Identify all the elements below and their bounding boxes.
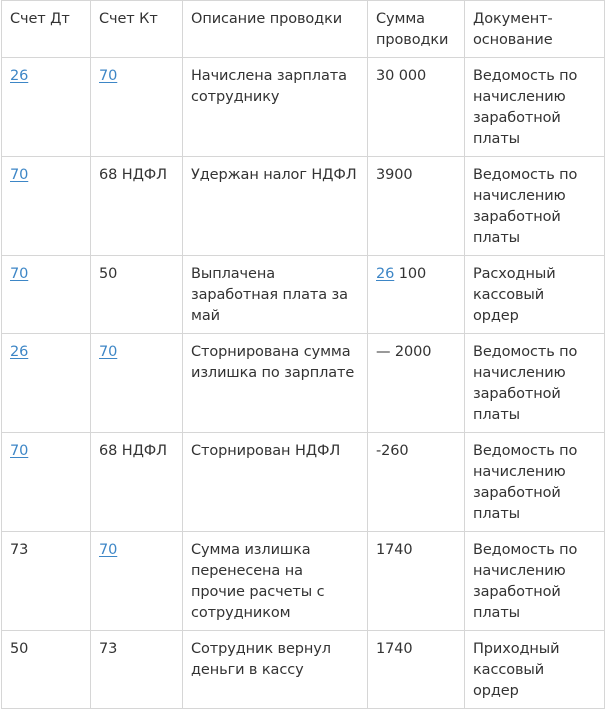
table-row <box>2 256 605 334</box>
credit-account <box>91 334 183 433</box>
source-document: Приходный кассовый ордер <box>465 631 605 709</box>
posting-amount: 1740 <box>368 532 465 631</box>
posting-amount: 3900 <box>368 157 465 256</box>
posting-amount: -260 <box>368 433 465 532</box>
debit-account-link[interactable]: 70 <box>10 167 29 183</box>
header-amount: Сумма проводки <box>368 1 465 58</box>
header-document: Документ-основание <box>465 1 605 58</box>
posting-description: Сторнирована сумма излишка по зарплате <box>183 334 368 433</box>
debit-account <box>2 256 91 334</box>
credit-account: 68 НДФЛ <box>91 157 183 256</box>
table-body <box>2 58 605 709</box>
table-row <box>2 157 605 256</box>
credit-account <box>91 532 183 631</box>
table-row <box>2 532 605 631</box>
debit-account-link[interactable]: 26 <box>10 344 29 360</box>
posting-amount: 1740 <box>368 631 465 709</box>
debit-account: 73 <box>2 532 91 631</box>
posting-description: Сумма излишка перенесена на прочие расчеты с сотрудником <box>183 532 368 631</box>
credit-account-link[interactable]: 70 <box>99 542 118 558</box>
credit-account: 73 <box>91 631 183 709</box>
debit-account <box>2 334 91 433</box>
source-document: Ведомость по начислению заработной платы <box>465 58 605 157</box>
credit-account: 50 <box>91 256 183 334</box>
source-document: Ведомость по начислению заработной платы <box>465 433 605 532</box>
posting-amount: — 2000 <box>368 334 465 433</box>
table-row <box>2 631 605 709</box>
source-document: Ведомость по начислению заработной платы <box>465 157 605 256</box>
debit-account <box>2 433 91 532</box>
debit-account-link[interactable]: 70 <box>10 266 29 282</box>
posting-amount-value: 100 <box>398 266 427 282</box>
credit-account-link[interactable]: 70 <box>99 68 118 84</box>
posting-description: Начислена зарплата сотруднику <box>183 58 368 157</box>
credit-account-link[interactable]: 70 <box>99 344 118 360</box>
posting-amount: 30 000 <box>368 58 465 157</box>
source-document: Ведомость по начислению заработной платы <box>465 334 605 433</box>
posting-amount-link[interactable]: 26 <box>376 266 395 282</box>
header-row <box>2 1 605 58</box>
debit-account-link[interactable]: 26 <box>10 68 29 84</box>
table-row <box>2 334 605 433</box>
posting-description: Сотрудник вернул деньги в кассу <box>183 631 368 709</box>
debit-account <box>2 157 91 256</box>
header-credit-account: Счет Кт <box>91 1 183 58</box>
debit-account <box>2 58 91 157</box>
source-document: Ведомость по начислению заработной платы <box>465 532 605 631</box>
header-description: Описание проводки <box>183 1 368 58</box>
credit-account <box>91 58 183 157</box>
posting-amount <box>368 256 465 334</box>
source-document: Расходный кассовый ордер <box>465 256 605 334</box>
credit-account: 68 НДФЛ <box>91 433 183 532</box>
table-row <box>2 58 605 157</box>
posting-description: Выплачена заработная плата за май <box>183 256 368 334</box>
debit-account-link[interactable]: 70 <box>10 443 29 459</box>
posting-description: Удержан налог НДФЛ <box>183 157 368 256</box>
header-debit-account: Счет Дт <box>2 1 91 58</box>
debit-account: 50 <box>2 631 91 709</box>
postings-table <box>1 0 605 709</box>
posting-description: Сторнирован НДФЛ <box>183 433 368 532</box>
table-row <box>2 433 605 532</box>
